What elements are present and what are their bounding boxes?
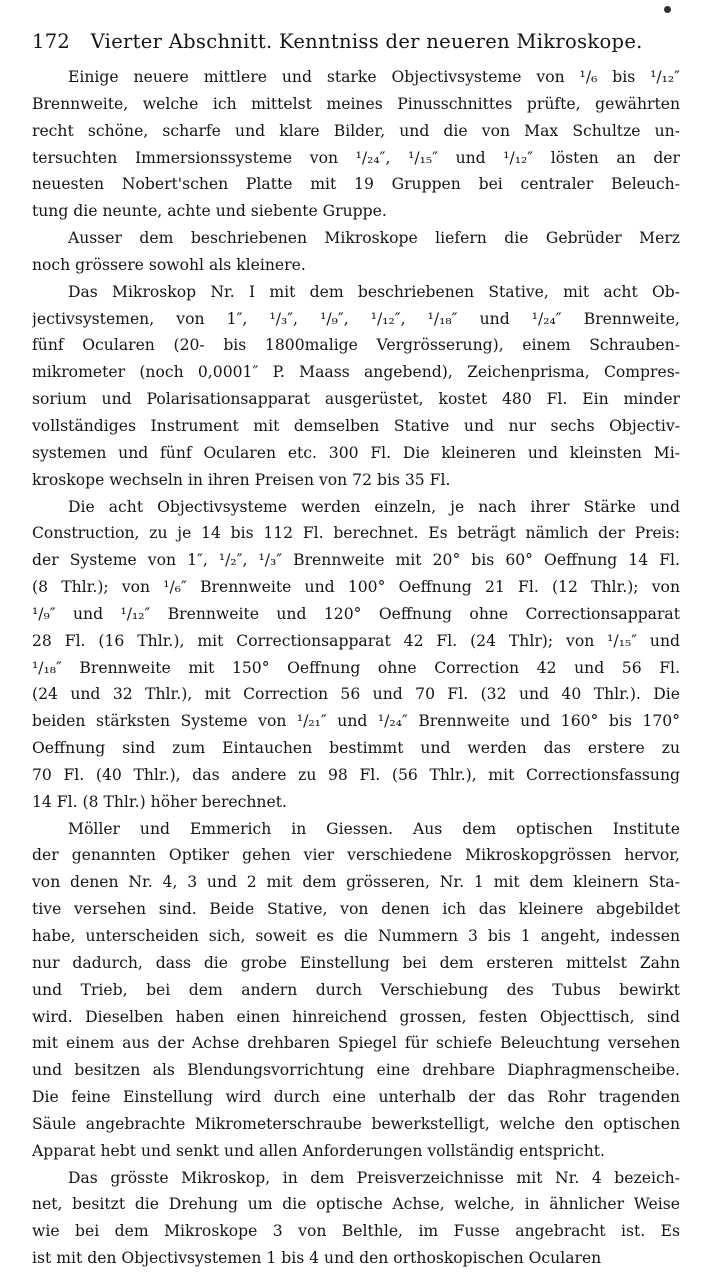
running-title: Kenntniss der neueren Mikroskope. bbox=[278, 30, 643, 53]
text-line: tive versehen sind. Beide Stative, von denen ich das kleinere abgebildet bbox=[32, 900, 680, 919]
text-line: neuesten Nobert'schen Platte mit 19 Gruppen bei centraler Beleuch- bbox=[32, 175, 680, 194]
text-line: 14 Fl. (8 Thlr.) höher berechnet. bbox=[32, 792, 287, 811]
paragraph bbox=[32, 494, 680, 816]
text-line: wie bei dem Mikroskope 3 von Belthle, im Fusse angebracht ist. Es bbox=[32, 1222, 680, 1241]
text-line: Das Mikroskop Nr. I mit dem beschriebenen Stative, mit acht Ob- bbox=[68, 282, 680, 301]
text-line: kroskope wechseln in ihren Preisen von 72 bis 35 Fl. bbox=[32, 470, 451, 489]
text-line: recht schöne, scharfe und klare Bilder, und die von Max Schultze un- bbox=[32, 121, 680, 140]
page-number: 172 bbox=[32, 30, 71, 53]
text-line: habe, unterscheiden sich, soweit es die Nummern 3 bis 1 angeht, indessen bbox=[32, 927, 680, 945]
text-line: jectivsystemen, von 1″, ¹/₃″, ¹/₉″, ¹/₁₂″, ¹/₁₈″ und ¹/₂₄″ Brennweite, bbox=[32, 309, 680, 328]
text-line: Apparat hebt und senkt und allen Anforderungen vollständig entspricht. bbox=[32, 1141, 606, 1160]
text-line: fünf Ocularen (20- bis 1800malige Vergrösserung), einem Schrauben- bbox=[32, 336, 680, 355]
paragraph bbox=[32, 279, 680, 494]
text-line: Construction, zu je 14 bis 112 Fl. berechnet. Es beträgt nämlich der Preis: bbox=[32, 524, 680, 543]
text-line: 28 Fl. (16 Thlr.), mit Correctionsapparat 42 Fl. (24 Thlr); von ¹/₁₅″ und bbox=[32, 631, 680, 650]
text-line: Säule angebrachte Mikrometerschraube bewerkstelligt, welche den optischen bbox=[32, 1114, 680, 1133]
text-line: Einige neuere mittlere und starke Objectivsysteme von ¹/₆ bis ¹/₁₂″ bbox=[68, 68, 680, 86]
paragraph bbox=[32, 816, 680, 1165]
text-line: mit einem aus der Achse drehbaren Spiegel für schiefe Beleuchtung versehen bbox=[32, 1034, 680, 1053]
paragraph bbox=[32, 64, 680, 225]
text-line: noch grössere sowohl als kleinere. bbox=[32, 255, 306, 274]
text-line: Ausser dem beschriebenen Mikroskope liefern die Gebrüder Merz bbox=[68, 229, 680, 248]
text-line: beiden stärksten Systeme von ¹/₂₁″ und ¹/₂₄″ Brennweite und 160° bis 170° bbox=[32, 712, 680, 731]
text-line: nur dadurch, dass die grobe Einstellung bei dem ersteren mittelst Zahn bbox=[32, 953, 680, 972]
chapter-label: Vierter Abschnitt. bbox=[90, 30, 273, 53]
text-line: Die acht Objectivsysteme werden einzeln, je nach ihrer Stärke und bbox=[68, 497, 680, 516]
text-line: (24 und 32 Thlr.), mit Correction 56 und 70 Fl. (32 und 40 Thlr.). Die bbox=[32, 685, 680, 704]
paragraph bbox=[32, 225, 680, 279]
text-line: ist mit den Objectivsystemen 1 bis 4 und den orthoskopischen Ocularen bbox=[32, 1249, 602, 1268]
text-line: 70 Fl. (40 Thlr.), das andere zu 98 Fl. (56 Thlr.), mit Correctionsfassung bbox=[32, 765, 680, 784]
text-line: sorium und Polarisationsapparat ausgerüstet, kostet 480 Fl. Ein minder bbox=[32, 390, 680, 409]
text-line: Die feine Einstellung wird durch eine unterhalb der das Rohr tragenden bbox=[32, 1088, 680, 1107]
text-line: von denen Nr. 4, 3 und 2 mit dem grösseren, Nr. 1 mit dem kleinern Sta- bbox=[32, 873, 680, 892]
text-line: tung die neunte, achte und siebente Gruppe. bbox=[32, 202, 387, 221]
text-line: (8 Thlr.); von ¹/₆″ Brennweite und 100° Oeffnung 21 Fl. (12 Thlr.); von bbox=[32, 578, 680, 597]
text-line: der Systeme von 1″, ¹/₂″, ¹/₃″ Brennweite mit 20° bis 60° Oeffnung 14 Fl. bbox=[32, 551, 680, 570]
ink-spot bbox=[664, 6, 671, 13]
text-line: Das grösste Mikroskop, in dem Preisverzeichnisse mit Nr. 4 bezeich- bbox=[68, 1168, 680, 1187]
text-line: Oeffnung sind zum Eintauchen bestimmt und werden das erstere zu bbox=[32, 739, 680, 758]
text-line: systemen und fünf Ocularen etc. 300 Fl. Die kleineren und kleinsten Mi- bbox=[32, 443, 680, 462]
text-line: ¹/₉″ und ¹/₁₂″ Brennweite und 120° Oeffnung ohne Correctionsapparat bbox=[32, 604, 680, 623]
text-line: und besitzen als Blendungsvorrichtung eine drehbare Diaphragmenscheibe. bbox=[32, 1061, 680, 1080]
running-header bbox=[32, 30, 672, 64]
body-text bbox=[32, 64, 680, 1272]
paragraph bbox=[32, 1165, 680, 1272]
text-line: mikrometer (noch 0,0001″ P. Maass angebend), Zeichenprisma, Compres- bbox=[32, 363, 680, 382]
text-line: net, besitzt die Drehung um die optische Achse, welche, in ähnlicher Weise bbox=[32, 1195, 680, 1214]
text-line: und Trieb, bei dem andern durch Verschiebung des Tubus bewirkt bbox=[32, 980, 680, 999]
text-line: wird. Dieselben haben einen hinreichend grossen, festen Objecttisch, sind bbox=[32, 1007, 680, 1026]
text-line: ¹/₁₈″ Brennweite mit 150° Oeffnung ohne Correction 42 und 56 Fl. bbox=[32, 658, 680, 677]
text-line: vollständiges Instrument mit demselben Stative und nur sechs Objectiv- bbox=[32, 416, 680, 435]
text-line: Brennweite, welche ich mittelst meines Pinusschnittes prüfte, gewährten bbox=[32, 94, 680, 113]
text-line: der genannten Optiker gehen vier verschiedene Mikroskopgrössen hervor, bbox=[32, 846, 680, 865]
text-line: Möller und Emmerich in Giessen. Aus dem optischen Institute bbox=[68, 819, 680, 838]
text-line: tersuchten Immersionssysteme von ¹/₂₄″, ¹/₁₅″ und ¹/₁₂″ lösten an der bbox=[32, 148, 680, 167]
